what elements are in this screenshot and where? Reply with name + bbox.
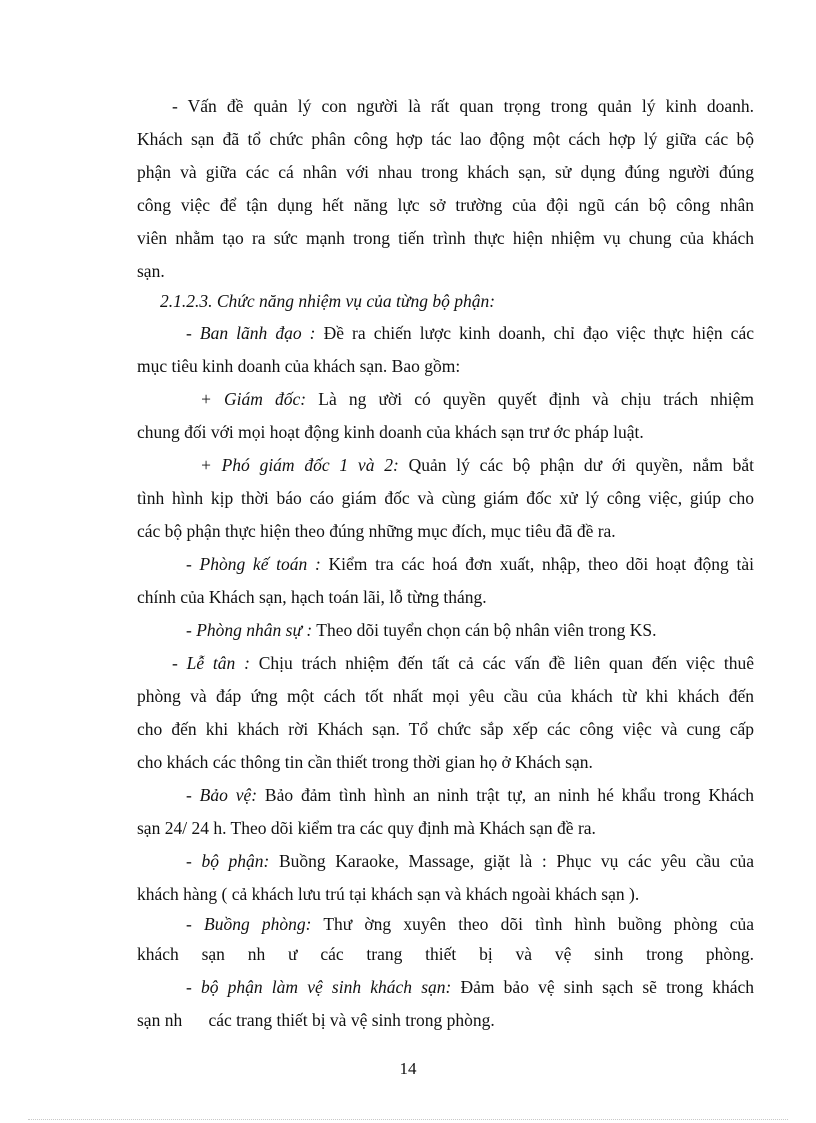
text-line: tình hình kịp thời báo cáo giám đốc và cùng giám đốc xử lý công việc, giúp cho bbox=[137, 488, 754, 508]
text-line: - bộ phận: Buồng Karaoke, Massage, giặt là : Phục vụ các yêu cầu của bbox=[186, 851, 755, 871]
text-line: - Vấn đề quản lý con người là rất quan trọng trong quản lý kinh doanh. bbox=[172, 96, 754, 116]
text-line: khách hàng ( cả khách lưu trú tại khách sạn và khách ngoài khách sạn ). bbox=[137, 884, 640, 904]
text-line: cho đến khi khách rời Khách sạn. Tổ chức sắp xếp các công việc và cung cấp bbox=[137, 719, 754, 739]
text-line: cho khách các thông tin cần thiết trong thời gian họ ở Khách sạn. bbox=[137, 752, 593, 772]
section-heading: 2.1.2.3. Chức năng nhiệm vụ của từng bộ phận: bbox=[160, 291, 496, 311]
text-line: - Bảo vệ: Bảo đảm tình hình an ninh trật tự, an ninh hé khẩu trong Khách bbox=[186, 785, 754, 805]
text-line: - Phòng kế toán : Kiểm tra các hoá đơn xuất, nhập, theo dõi hoạt động tài bbox=[186, 554, 754, 574]
page-number: 14 bbox=[399, 1059, 417, 1078]
text-line: sạn. bbox=[137, 261, 165, 281]
text-line: + Giám đốc: Là ng ười có quyền quyết định và chịu trách nhiệm bbox=[200, 389, 754, 409]
text-line: + Phó giám đốc 1 và 2: Quản lý các bộ phận dư ới quyền, nắm bắt bbox=[200, 455, 754, 475]
text-line: - Phòng nhân sự : Theo dõi tuyển chọn cán bộ nhân viên trong KS. bbox=[186, 620, 657, 640]
text-line: chính của Khách sạn, hạch toán lãi, lỗ từng tháng. bbox=[137, 587, 487, 607]
text-line: Khách sạn đã tổ chức phân công hợp tác lao động một cách hợp lý giữa các bộ bbox=[137, 129, 754, 149]
text-line: sạn 24/ 24 h. Theo dõi kiểm tra các quy định mà Khách sạn đề ra. bbox=[137, 818, 596, 838]
text-line: - Buồng phòng: Thư ờng xuyên theo dõi tình hình buồng phòng của bbox=[186, 914, 754, 934]
text-line: viên nhằm tạo ra sức mạnh trong tiến trình thực hiện nhiệm vụ chung của khách bbox=[137, 228, 754, 248]
text-line: chung đối với mọi hoạt động kinh doanh của khách sạn trư ớc pháp luật. bbox=[137, 422, 644, 442]
text-line: các bộ phận thực hiện theo đúng những mục đích, mục tiêu đã đề ra. bbox=[137, 521, 616, 541]
text-line: phòng và đáp ứng một cách tốt nhất mọi yêu cầu của khách từ khi khách đến bbox=[137, 686, 754, 706]
text-line: mục tiêu kinh doanh của khách sạn. Bao gồm: bbox=[137, 356, 461, 376]
text-line: - Ban lãnh đạo : Đề ra chiến lược kinh doanh, chỉ đạo việc thực hiện các bbox=[186, 323, 754, 343]
text-line: công việc để tận dụng hết năng lực sở trường của đội ngũ cán bộ công nhân bbox=[137, 195, 754, 215]
text-line: sạn nh các trang thiết bị và vệ sinh trong phòng. bbox=[137, 1010, 495, 1030]
text-line: khách sạn nh ư các trang thiết bị và vệ sinh trong phòng. bbox=[137, 944, 754, 964]
text-line: phận và giữa các cá nhân với nhau trong khách sạn, sử dụng đúng người đúng bbox=[137, 162, 754, 182]
page-bottom-divider bbox=[28, 1119, 788, 1120]
text-line: - Lễ tân : Chịu trách nhiệm đến tất cả các vấn đề liên quan đến việc thuê bbox=[172, 653, 754, 673]
text-line: - bộ phận làm vệ sinh khách sạn: Đảm bảo vệ sinh sạch sẽ trong khách bbox=[186, 977, 754, 997]
